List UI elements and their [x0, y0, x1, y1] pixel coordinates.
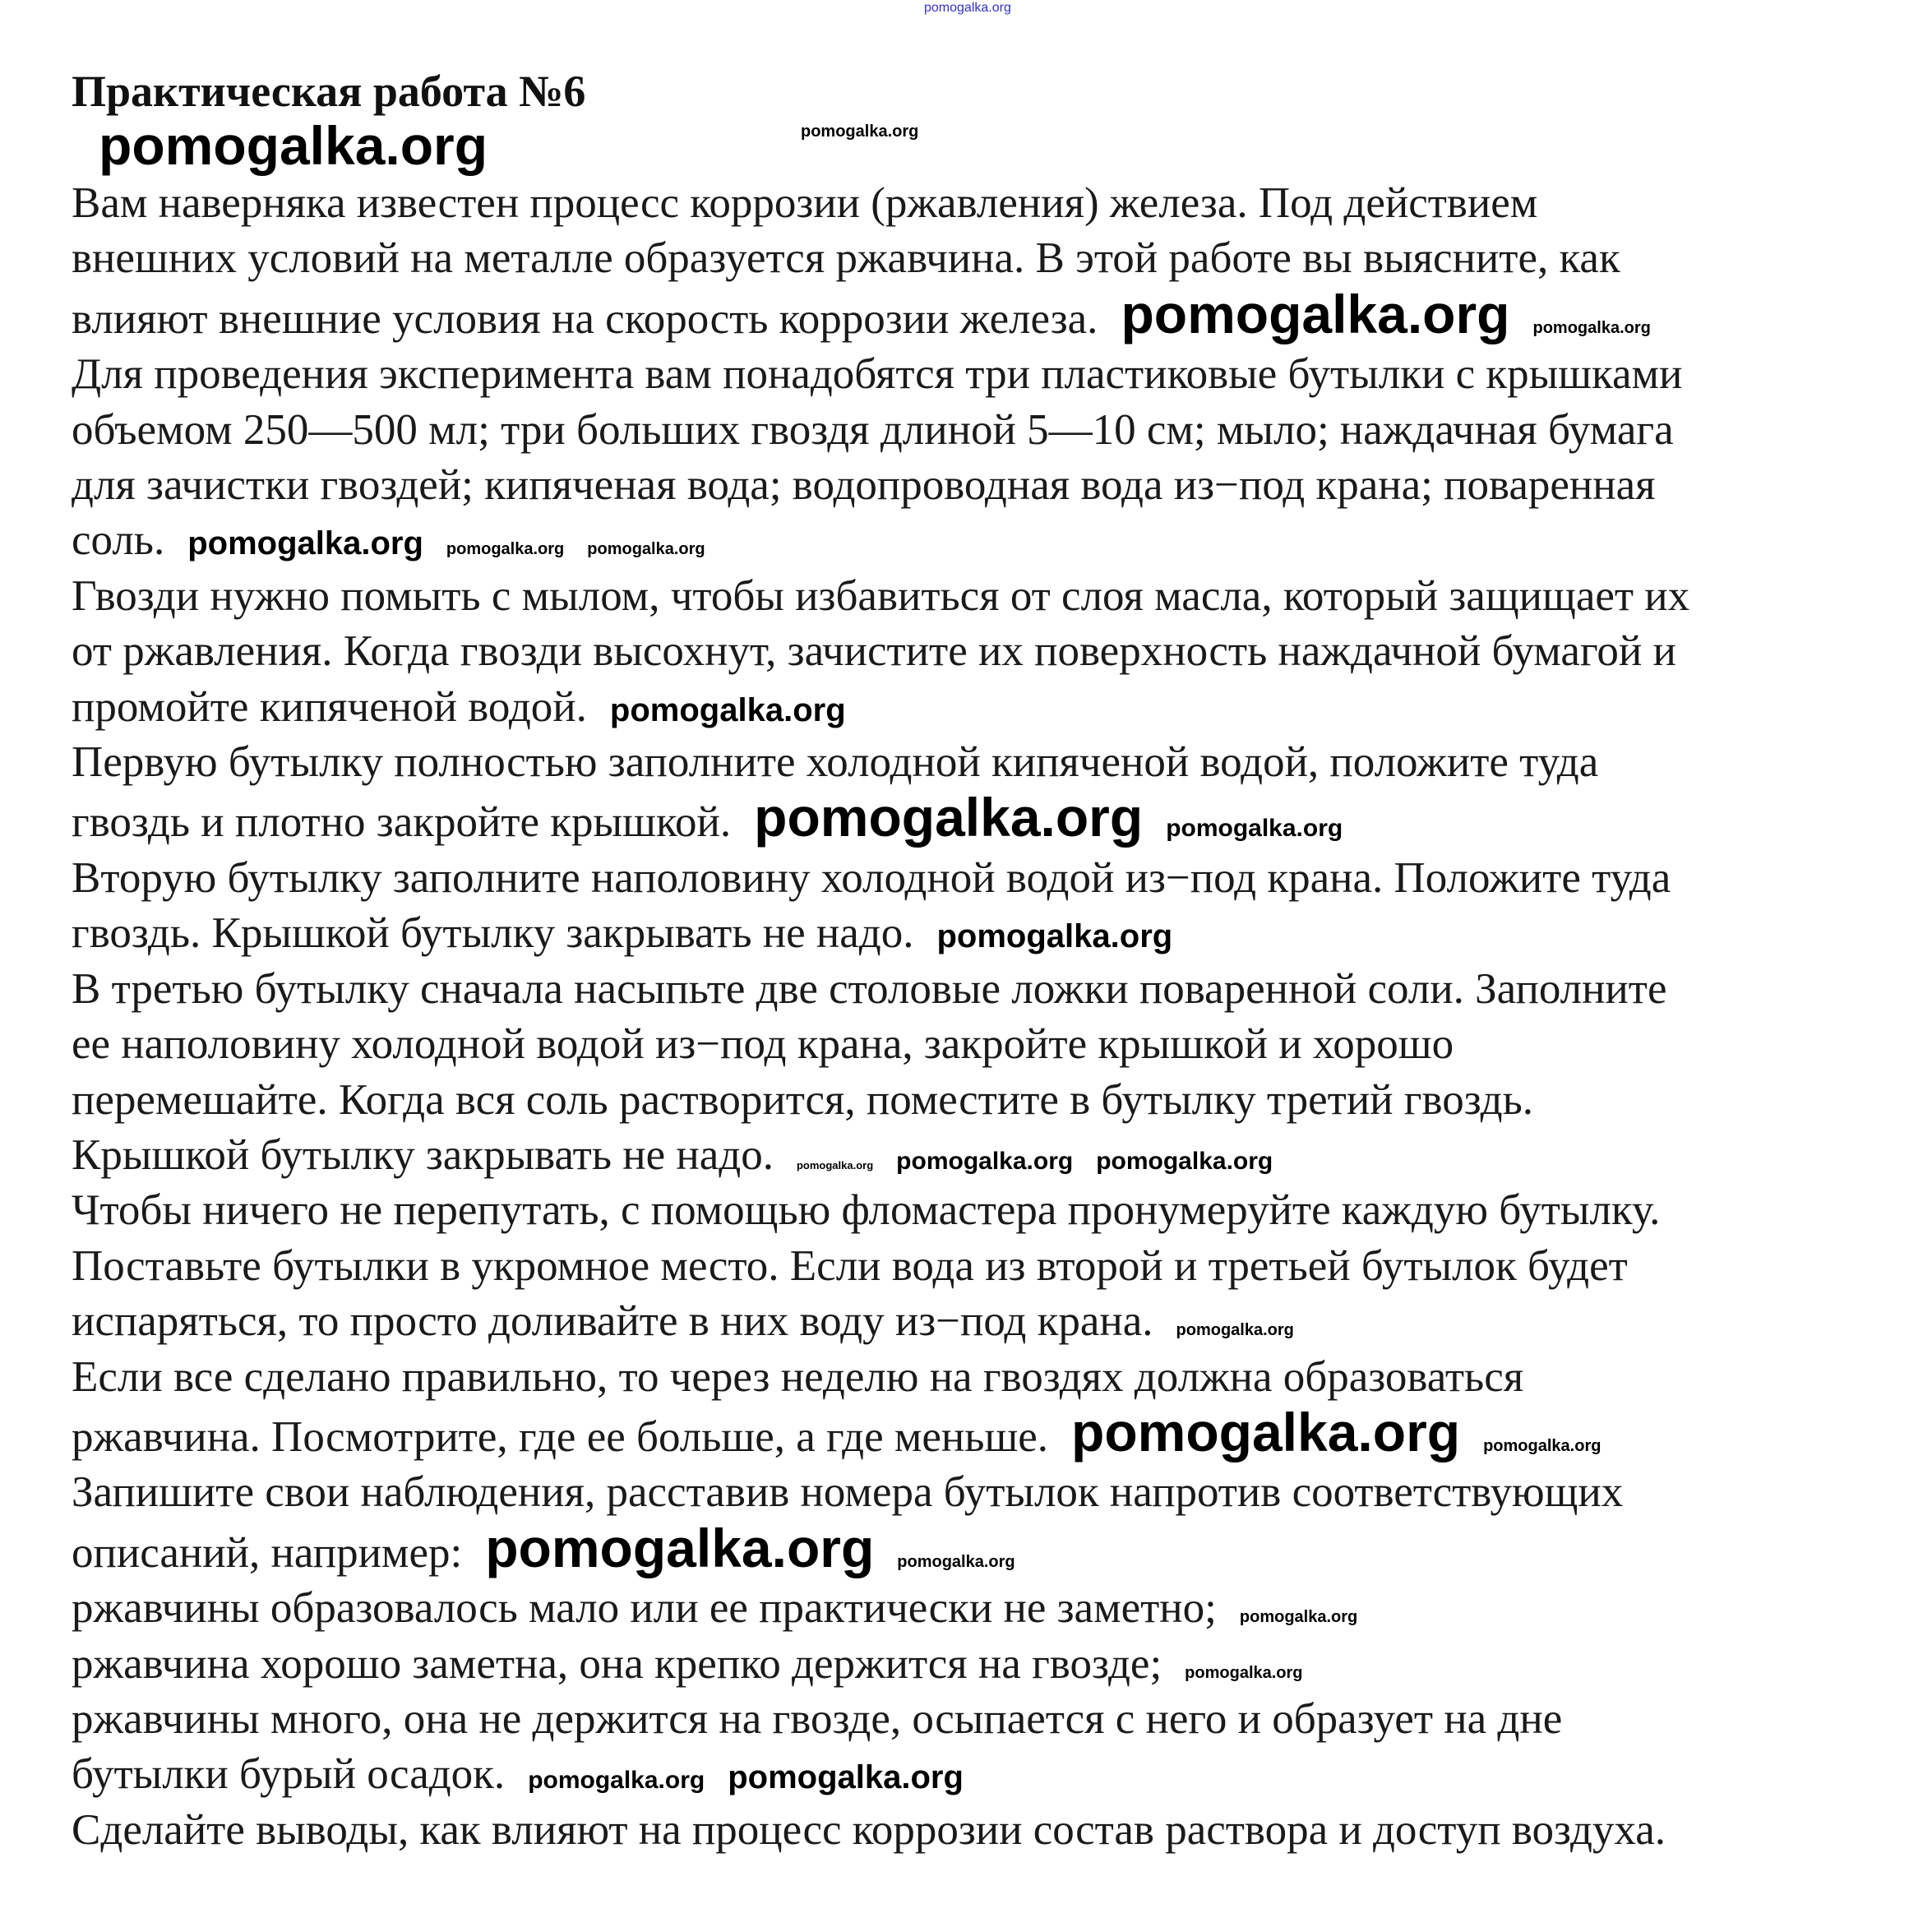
- text-line-row: [72, 624, 1689, 679]
- watermark-text: pomogalka.org: [609, 691, 846, 728]
- text-line-row: [72, 1183, 1689, 1238]
- watermark-text: pomogalka.org: [754, 787, 1144, 848]
- text-line: Сделайте выводы, как влияют на процесс коррозии состав раствора и доступ воздуха.: [72, 1805, 1666, 1854]
- text-line-row: [72, 851, 1689, 906]
- text-line: промойте кипяченой водой.: [72, 682, 587, 731]
- text-line: перемешайте. Когда вся соль растворится, поместите в бутылку третий гвоздь.: [72, 1075, 1534, 1124]
- watermark-text: pomogalka.org: [1532, 318, 1651, 337]
- text-line: бутылки бурый осадок.: [72, 1750, 506, 1799]
- text-line-row: [72, 1581, 1689, 1636]
- text-line: Первую бутылку полностью заполните холодной кипяченой водой, положите туда: [72, 738, 1599, 787]
- watermark-text: pomogalka.org: [801, 122, 919, 141]
- watermark-text: pomogalka.org: [587, 540, 705, 559]
- watermark-text: pomogalka.org: [936, 918, 1173, 955]
- text-line: описаний, например:: [72, 1528, 463, 1577]
- text-line-row: [72, 1803, 1689, 1858]
- text-line-row: [72, 906, 1689, 961]
- text-line: гвоздь и плотно закройте крышкой.: [72, 798, 732, 847]
- text-line-row: [72, 1692, 1689, 1747]
- text-line: Вторую бутылку заполните наполовину холодной водой из−под крана. Положите туда: [72, 853, 1671, 902]
- text-line-row: [72, 735, 1689, 790]
- text-line-row: [72, 1073, 1689, 1128]
- text-line-row: [72, 231, 1689, 286]
- text-line-row: [72, 1128, 1689, 1183]
- text-line: гвоздь. Крышкой бутылку закрывать не надо.: [72, 909, 914, 958]
- text-line: внешних условий на металле образуется ржавчина. В этой работе вы выясните, как: [72, 234, 1620, 283]
- text-line: для зачистки гвоздей; кипяченая вода; водопроводная вода из−под крана; поваренная: [72, 461, 1656, 510]
- text-line: ржавчины много, она не держится на гвозде, осыпается с него и образует на дне: [72, 1694, 1563, 1743]
- text-line: Гвозди нужно помыть с мылом, чтобы избавиться от слоя масла, который защищает их: [72, 571, 1690, 620]
- text-line-row: [72, 458, 1689, 513]
- text-line-row: [72, 347, 1689, 402]
- watermark-text: pomogalka.org: [1096, 1147, 1273, 1175]
- text-line-row: [72, 176, 1689, 231]
- document-body: [72, 176, 1689, 1858]
- watermark-text: pomogalka.org: [485, 1517, 875, 1578]
- text-line: Если все сделано правильно, то через неделю на гвоздях должна образоваться: [72, 1352, 1524, 1401]
- text-line: ее наполовину холодной водой из−под крана, закройте крышкой и хорошо: [72, 1020, 1454, 1069]
- watermark-text: pomogalka.org: [187, 525, 423, 562]
- text-line: Крышкой бутылку закрывать не надо.: [72, 1130, 774, 1179]
- text-line: объемом 250—500 мл; три больших гвоздя длиной 5—10 см; мыло; наждачная бумага: [72, 405, 1674, 454]
- text-line: Вам наверняка известен процесс коррозии (ржавления) железа. Под действием: [72, 179, 1538, 227]
- text-line: ржавчина хорошо заметна, она крепко держится на гвозде;: [72, 1639, 1162, 1688]
- text-line-row: [72, 962, 1689, 1017]
- text-line: ржавчина. Посмотрите, где ее больше, а где меньше.: [72, 1412, 1049, 1461]
- text-line: испаряться, то просто доливайте в них воду из−под крана.: [72, 1297, 1153, 1346]
- text-line-row: [72, 680, 1689, 735]
- watermark-text: pomogalka.org: [446, 540, 565, 559]
- text-line-row: [72, 1637, 1689, 1692]
- text-line: Поставьте бутылки в укромное место. Если вода из второй и третьей бутылок будет: [72, 1241, 1628, 1290]
- text-line-row: [72, 569, 1689, 624]
- watermark-text: pomogalka.org: [728, 1759, 964, 1796]
- text-line-row: [72, 1517, 1689, 1581]
- watermark-text: pomogalka.org: [1239, 1608, 1358, 1627]
- text-line: В третью бутылку сначала насыпьте две столовые ложки поваренной соли. Заполните: [72, 964, 1667, 1013]
- text-line-row: [72, 1294, 1689, 1349]
- watermark-text: pomogalka.org: [897, 1552, 1015, 1571]
- text-line: ржавчины образовалось мало или ее практически не заметно;: [72, 1584, 1217, 1633]
- text-line-row: [72, 403, 1689, 458]
- text-line-row: [72, 787, 1689, 850]
- text-line: влияют внешние условия на скорость коррозии железа.: [72, 294, 1098, 343]
- page-title: Практическая работа №6: [72, 67, 586, 116]
- watermark-text: pomogalka.org: [1483, 1436, 1602, 1455]
- header-watermark: pomogalka.org: [924, 1, 1011, 15]
- text-line-row: [72, 1350, 1689, 1405]
- text-line-row: [72, 1401, 1689, 1465]
- watermark-text: pomogalka.org: [1166, 815, 1343, 843]
- text-line-row: [72, 1747, 1689, 1802]
- watermark-text: pomogalka.org: [528, 1767, 705, 1795]
- watermark-text: pomogalka.org: [99, 115, 488, 176]
- text-line: от ржавления. Когда гвозди высохнут, зачистите их поверхность наждачной бумагой и: [72, 627, 1676, 676]
- watermark-text: pomogalka.org: [1121, 283, 1510, 344]
- text-line-row: [72, 513, 1689, 568]
- text-line: Для проведения эксперимента вам понадобятся три пластиковые бутылки с крышками: [72, 350, 1683, 399]
- watermark-text: pomogalka.org: [1176, 1321, 1294, 1340]
- text-line-row: [72, 283, 1689, 347]
- watermark-text: pomogalka.org: [1185, 1663, 1303, 1682]
- text-line-row: [72, 1017, 1689, 1072]
- text-line: Чтобы ничего не перепутать, с помощью фломастера пронумеруйте каждую бутылку.: [72, 1186, 1661, 1235]
- text-line: соль.: [72, 516, 165, 565]
- text-line-row: [72, 1465, 1689, 1520]
- watermark-text: pomogalka.org: [1071, 1401, 1461, 1462]
- text-line-row: [72, 1239, 1689, 1294]
- watermark-text: pomogalka.org: [896, 1147, 1074, 1175]
- watermark-text: pomogalka.org: [796, 1158, 874, 1171]
- text-line: Запишите свои наблюдения, расставив номера бутылок напротив соответствующих: [72, 1468, 1624, 1517]
